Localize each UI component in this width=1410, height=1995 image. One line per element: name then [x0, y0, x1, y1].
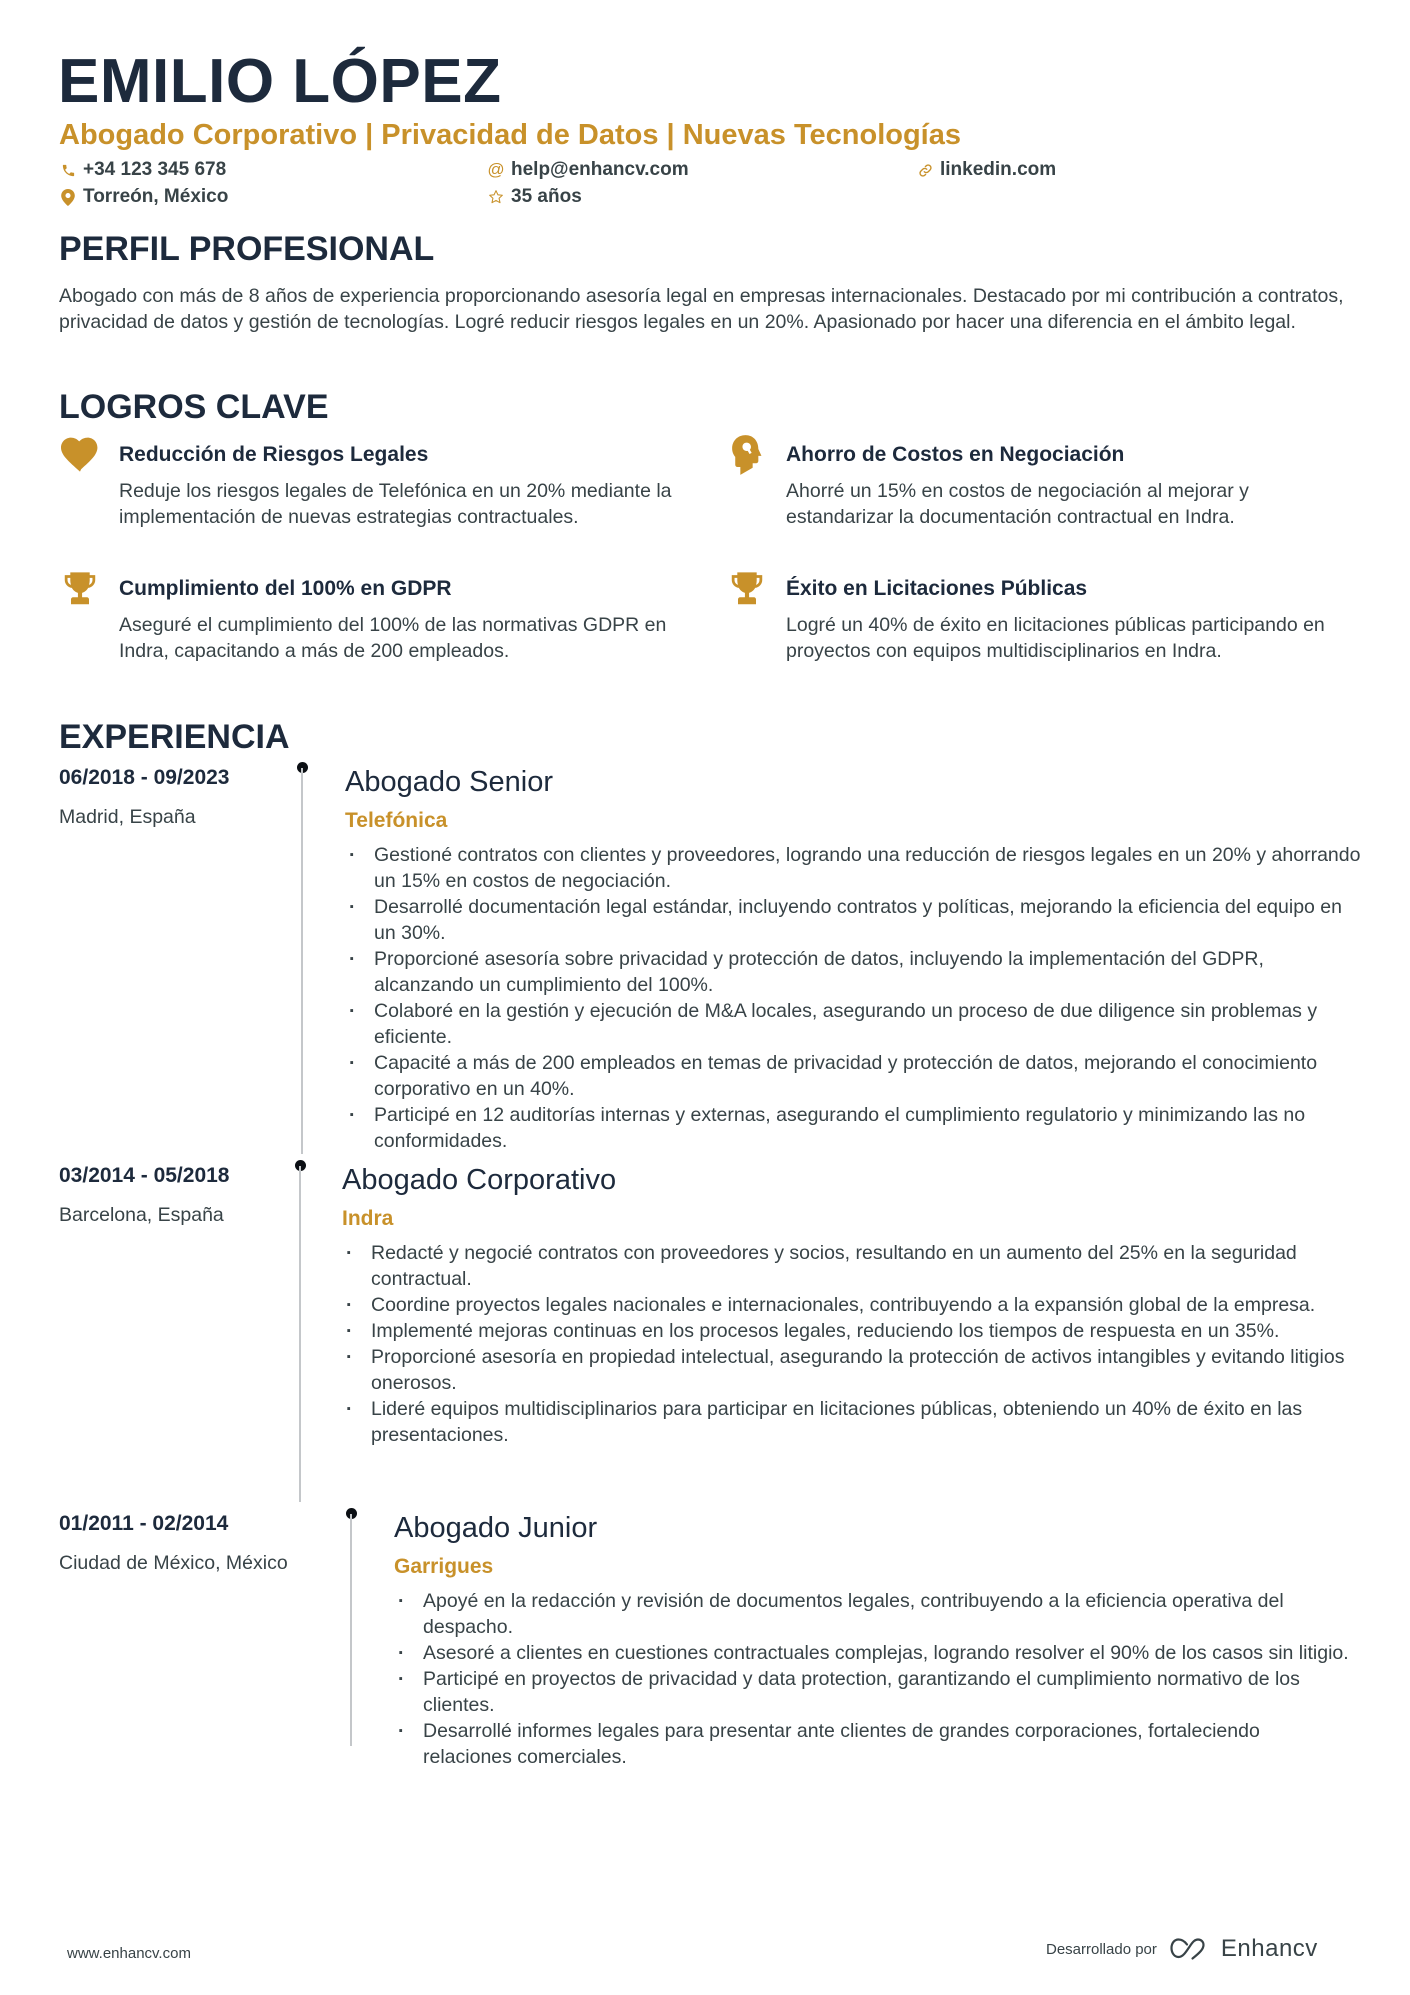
job-location: Madrid, España — [59, 806, 196, 828]
timeline-line — [301, 768, 303, 1154]
achievement-title: Reducción de Riesgos Legales — [119, 443, 429, 466]
achievement-title: Ahorro de Costos en Negociación — [786, 443, 1125, 466]
section-title-profile: PERFIL PROFESIONAL — [59, 230, 435, 268]
bullet-item: · Colaboré en la gestión y ejecución de M&A locales, asegurando un proceso de due diligence sin problemas y eficiente. — [345, 998, 1365, 1050]
job-bullets — [345, 842, 1365, 1154]
achievement-desc: Logré un 40% de éxito en licitaciones públicas participando en proyectos con equipos multidisciplinarios en Indra. — [786, 614, 1325, 662]
phone-icon — [59, 161, 77, 179]
job-title: Abogado Junior — [394, 1512, 598, 1544]
bullet-item: · Implementé mejoras continuas en los procesos legales, reduciendo los tiempos de respuesta en un 35%. — [342, 1318, 1367, 1344]
achievement-title: Éxito en Licitaciones Públicas — [786, 577, 1088, 600]
bullet-item: · Proporcioné asesoría en propiedad intelectual, asegurando la protección de activos intangibles y evitando litigios onerosos. — [342, 1344, 1367, 1396]
footer-website-link[interactable]: www.enhancv.com — [67, 1945, 191, 1962]
job-company: Telefónica — [345, 809, 448, 832]
job-bullets — [342, 1240, 1367, 1448]
star-icon — [487, 188, 505, 206]
contact-phone: +34 123 345 678 — [59, 158, 226, 182]
powered-by-label: Desarrollado por — [1046, 1940, 1157, 1958]
job-location: Ciudad de México, México — [59, 1552, 288, 1574]
bullet-item: · Participé en 12 auditorías internas y externas, asegurando el cumplimiento regulatorio y minimizando las no conformidades. — [345, 1102, 1365, 1154]
job-title: Abogado Corporativo — [342, 1164, 617, 1196]
at-icon: @ — [487, 160, 505, 179]
job-bullets — [394, 1588, 1354, 1770]
trophy-icon — [59, 568, 101, 610]
job-dates: 01/2011 - 02/2014 — [59, 1512, 229, 1535]
job-company: Indra — [342, 1207, 394, 1230]
profile-summary: Abogado con más de 8 años de experiencia proporcionando asesoría legal en empresas internacionales. Destacado por mi contribución a contratos, privacidad de datos y gestión de tecnologías. Logré reducir riesgos legales en un 20%. Apasionado por hacer una diferencia en el ámbito legal. — [59, 285, 1344, 333]
bullet-item: · Gestioné contratos con clientes y proveedores, logrando una reducción de riesgos legales en un 20% y ahorrando un 15% en costos de negociación. — [345, 842, 1365, 894]
bullet-item: · Redacté y negocié contratos con proveedores y socios, resultando en un aumento del 25% en la seguridad contractual. — [342, 1240, 1367, 1292]
bullet-item: · Desarrollé informes legales para presentar ante clientes de grandes corporaciones, fortaleciendo relaciones comerciales. — [394, 1718, 1354, 1770]
timeline-line — [299, 1166, 301, 1502]
bullet-item: · Proporcioné asesoría sobre privacidad y protección de datos, incluyendo la implementación del GDPR, alcanzando un cumplimiento del 100%. — [345, 946, 1365, 998]
bullet-item: · Lideré equipos multidisciplinarios para participar en licitaciones públicas, obteniendo un 40% de éxito en las presentaciones. — [342, 1396, 1367, 1448]
section-title-experience: EXPERIENCIA — [59, 718, 290, 756]
achievement-title: Cumplimiento del 100% en GDPR — [119, 577, 452, 600]
bullet-item: · Asesoré a clientes en cuestiones contractuales complejas, logrando resolver el 90% de los casos sin litigio. — [394, 1640, 1354, 1666]
brand-name: Enhancv — [1220, 1935, 1318, 1962]
head-brain-icon — [726, 434, 768, 476]
candidate-name: EMILIO LÓPEZ — [58, 47, 502, 116]
job-dates: 06/2018 - 09/2023 — [59, 766, 230, 789]
contact-location: Torreón, México — [59, 185, 228, 209]
bullet-item: · Capacité a más de 200 empleados en temas de privacidad y protección de datos, mejorando el conocimiento corporativo en un 40%. — [345, 1050, 1365, 1102]
trophy-icon — [726, 568, 768, 610]
section-title-achievements: LOGROS CLAVE — [59, 388, 329, 426]
location-pin-icon — [59, 188, 77, 206]
contact-linkedin[interactable]: linkedin.com — [916, 158, 1056, 182]
achievement-desc: Aseguré el cumplimiento del 100% de las normativas GDPR en Indra, capacitando a más de 200 empleados. — [119, 614, 667, 662]
job-location: Barcelona, España — [59, 1204, 224, 1226]
achievement-desc: Ahorré un 15% en costos de negociación al mejorar y estandarizar la documentación contractual en Indra. — [786, 480, 1249, 528]
bullet-item: · Coordine proyectos legales nacionales e internacionales, contribuyendo a la expansión global de la empresa. — [342, 1292, 1367, 1318]
bullet-item: · Participé en proyectos de privacidad y data protection, garantizando el cumplimiento normativo de los clientes. — [394, 1666, 1354, 1718]
job-company: Garrigues — [394, 1555, 494, 1578]
contact-email[interactable]: @ help@enhancv.com — [487, 159, 689, 180]
contact-age: 35 años — [487, 185, 582, 209]
heart-icon — [59, 434, 101, 476]
bullet-item: · Desarrollé documentación legal estándar, incluyendo contratos y políticas, mejorando la eficiencia del equipo en un 30%. — [345, 894, 1365, 946]
enhancv-logo-icon — [1169, 1936, 1213, 1962]
job-dates: 03/2014 - 05/2018 — [59, 1164, 230, 1187]
bullet-item: · Apoyé en la redacción y revisión de documentos legales, contribuyendo a la eficiencia operativa del despacho. — [394, 1588, 1354, 1640]
link-icon — [916, 161, 934, 179]
headline: Abogado Corporativo | Privacidad de Datos | Nuevas Tecnologías — [59, 119, 961, 151]
job-title: Abogado Senior — [345, 766, 553, 798]
footer-powered-by[interactable] — [1046, 1935, 1318, 1963]
timeline-line — [350, 1514, 352, 1746]
achievement-desc: Reduje los riesgos legales de Telefónica en un 20% mediante la implementación de nuevas estrategias contractuales. — [119, 480, 672, 528]
